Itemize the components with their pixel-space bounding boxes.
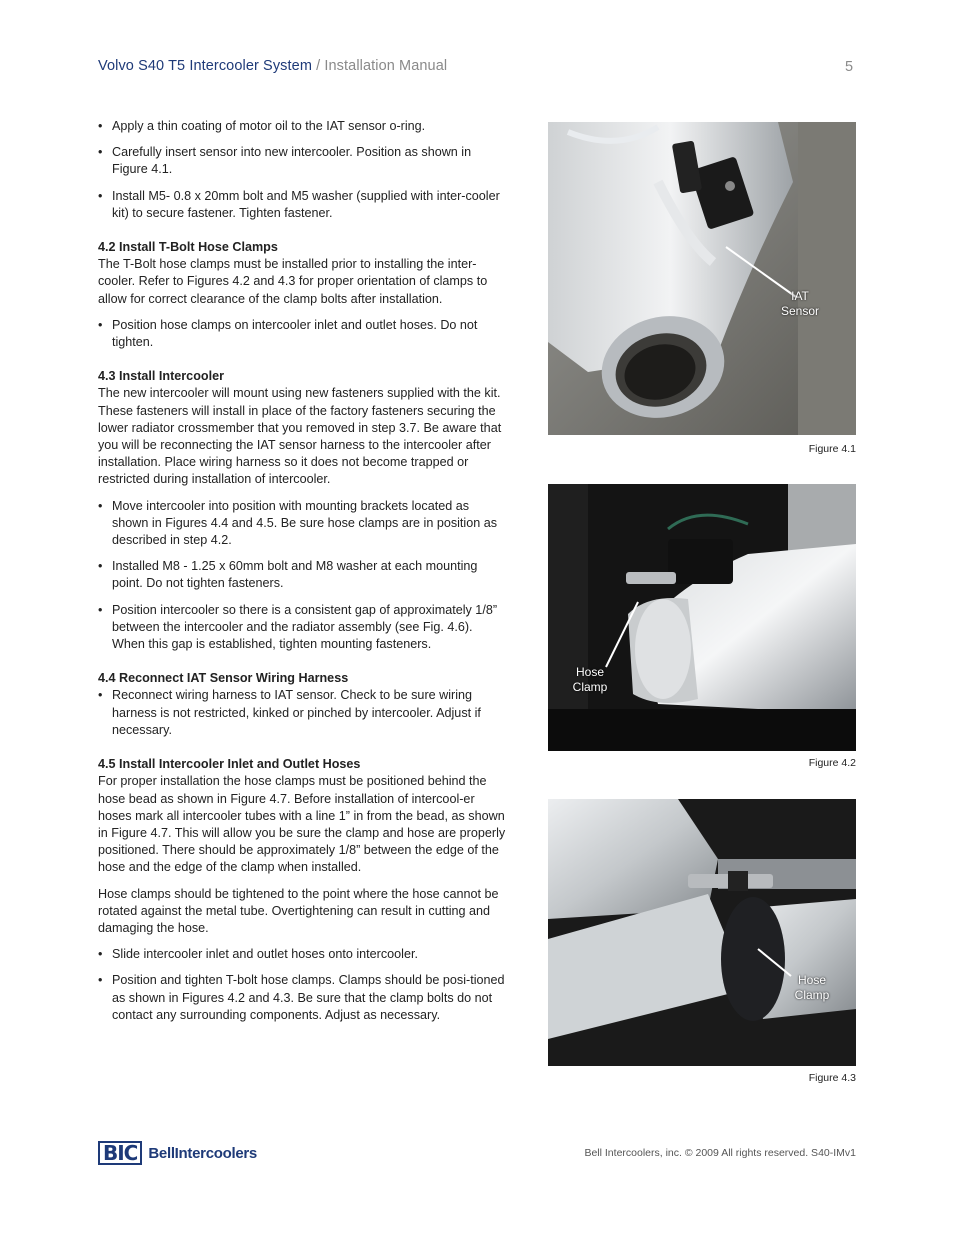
title-separator: /	[312, 58, 325, 74]
section-heading-4-5: 4.5 Install Intercooler Inlet and Outlet Hoses	[98, 757, 361, 772]
body-text-column	[98, 118, 508, 1024]
section-paragraph: The T-Bolt hose clamps must be installed prior to installing the inter-cooler. Refer to Figures 4.2 and 4.3 for proper orientation of clamps to allow for correct clearance of the clamp bolts after installation.	[98, 257, 488, 306]
list-item: • Reconnect wiring harness to IAT sensor. Check to be sure wiring harness is not restricted, kinked or pinched by intercooler. Adjust if necessary.	[98, 687, 508, 739]
section-4-3-bullets	[98, 498, 508, 654]
section-paragraph: The new intercooler will mount using new fasteners supplied with the kit. These fasteners will install in place of the factory fasteners securing the lower radiator crossmember that you removed in step 3.7. Be aware that you will be reconnecting the IAT sensor harness to the intercooler after installation. Place wiring harness so it does not become trapped or restricted during installation of intercooler.	[98, 386, 502, 487]
manual-subtitle: Installation Manual	[324, 58, 448, 74]
hose-clamp-photo-illustration	[548, 484, 856, 751]
callout-line: Clamp	[794, 988, 830, 1002]
figure-4-2-photo	[548, 484, 856, 751]
hose-clamp-photo-illustration	[548, 799, 856, 1066]
section-heading-4-3: 4.3 Install Intercooler	[98, 369, 224, 384]
section-4-4-bullets	[98, 687, 508, 739]
list-item: • Slide intercooler inlet and outlet hoses onto intercooler.	[98, 946, 508, 963]
list-item: • Carefully insert sensor into new intercooler. Position as shown in Figure 4.1.	[98, 144, 508, 178]
footer-copyright: Bell Intercoolers, inc. © 2009 All rights reserved. S40-IMv1	[584, 1147, 856, 1159]
header-title	[98, 58, 447, 74]
hose-clamp-callout-fig3	[782, 973, 842, 1003]
bic-logo-mark: BIC	[98, 1141, 142, 1165]
callout-line: IAT	[791, 289, 809, 303]
callout-line: Sensor	[780, 304, 820, 318]
list-item: • Move intercooler into position with mounting brackets located as shown in Figures 4.4 and 4.5. Be sure hose clamps are in position as described in step 4.2.	[98, 498, 508, 550]
callout-line: Hose	[575, 665, 604, 679]
section-paragraph: Hose clamps should be tightened to the point where the hose cannot be rotated against the metal tube. Overtightening can result in cutting and damaging the hose.	[98, 886, 499, 935]
figure-4-1-photo	[548, 122, 856, 435]
section-heading-4-4: 4.4 Reconnect IAT Sensor Wiring Harness	[98, 671, 349, 686]
section-4-2-bullets	[98, 317, 508, 351]
list-item: • Installed M8 - 1.25 x 60mm bolt and M8 washer at each mounting point. Do not tighten fasteners.	[98, 558, 508, 592]
section-4-5-bullets	[98, 946, 508, 1024]
section-heading-4-2: 4.2 Install T-Bolt Hose Clamps	[98, 240, 278, 255]
intro-bullet-list	[98, 118, 508, 222]
callout-line: Clamp	[572, 680, 608, 694]
hose-clamp-callout-fig2	[560, 665, 620, 695]
list-item: • Apply a thin coating of motor oil to the IAT sensor o-ring.	[98, 118, 508, 135]
list-item: • Position hose clamps on intercooler inlet and outlet hoses. Do not tighten.	[98, 317, 508, 351]
iat-sensor-photo-illustration	[548, 122, 856, 435]
callout-line: Hose	[797, 973, 826, 987]
manual-title: Volvo S40 T5 Intercooler System	[98, 58, 312, 74]
figure-4-3-caption: Figure 4.3	[808, 1072, 856, 1084]
bell-intercoolers-logo	[98, 1140, 257, 1166]
figure-4-2-caption: Figure 4.2	[808, 757, 856, 769]
section-paragraph: For proper installation the hose clamps must be positioned behind the hose bead as shown in Figure 4.7. Before installation of intercool-er hoses mark all intercooler tubes with a line 1” in from the bead, as shown in Figure 4.7. This will allow you be sure the clamp and hose are properly positioned. There should be approximately 1/8” between the edge of the hose and the edge of the clamp when installed.	[98, 774, 506, 875]
figure-4-3-photo	[548, 799, 856, 1066]
figure-4-1-caption: Figure 4.1	[808, 443, 856, 455]
iat-sensor-callout	[770, 289, 830, 319]
list-item: • Position intercooler so there is a consistent gap of approximately 1/8” between the intercooler and the radiator assembly (see Fig. 4.6). When this gap is established, tighten mounting fasteners.	[98, 602, 508, 654]
list-item: • Install M5- 0.8 x 20mm bolt and M5 washer (supplied with inter-cooler kit) to secure fastener. Tighten fastener.	[98, 188, 508, 222]
page-number: 5	[845, 59, 854, 75]
logo-wordmark: BellIntercoolers	[148, 1144, 257, 1162]
list-item: • Position and tighten T-bolt hose clamps. Clamps should be posi-tioned as shown in Figures 4.2 and 4.3. Be sure that the clamp bolts do not contact any surrounding components. Adjust as necessary.	[98, 972, 508, 1024]
